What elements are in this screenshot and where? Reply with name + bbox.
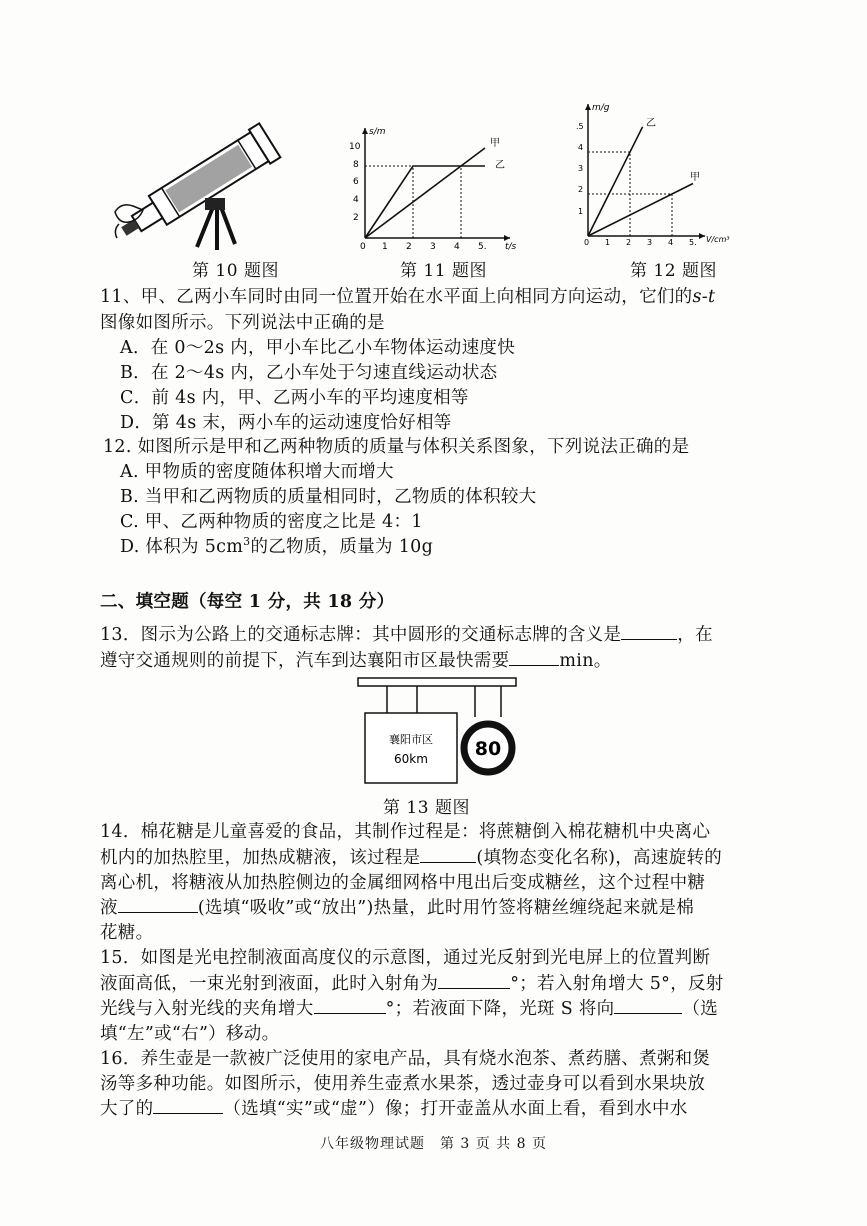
y-tick-4: 4 (578, 143, 584, 152)
y-tick-6: 6 (353, 177, 359, 187)
series-line-0 (588, 127, 643, 236)
q13-l1b: ，在 (677, 625, 713, 645)
q13-blank1[interactable] (621, 625, 677, 640)
q13-line2 (100, 647, 612, 672)
q14-blank2[interactable] (118, 898, 198, 913)
q15-l3b: °；若液面下降，光斑 S 将向 (385, 999, 615, 1019)
y-axis-arrow (362, 128, 368, 134)
q12-option-d (120, 533, 433, 558)
q11-option-d: D．第 4s 末，两小车的运动速度恰好相等 (120, 413, 452, 433)
telescope-drawing (105, 112, 305, 252)
q16-line3 (100, 1095, 688, 1120)
sign-beam (358, 678, 516, 686)
q11-stem1: 11、甲、乙两小车同时由同一位置开始在水平面上向相同方向运动，它们的 (100, 287, 693, 307)
q15-l3a: 光线与入射光线的夹角增大 (100, 999, 314, 1019)
x-tick-5: 5. (689, 238, 697, 247)
x-tick-4: 4 (454, 242, 460, 250)
mv-graph (570, 98, 740, 248)
q15-l3c: （选 (682, 999, 719, 1019)
q13-line1 (100, 621, 713, 646)
page-footer: 八年级物理试题 第 3 页 共 8 页 (319, 1136, 548, 1152)
q13-l1a: 13．图示为公路上的交通标志牌：其中圆形的交通标志牌的含义是 (100, 625, 622, 645)
q11-stem-line1 (100, 283, 715, 308)
q14-line3: 离心机，将糖液从加热腔侧边的金属细网格中甩出后变成糖丝，这个过程中糖 (100, 873, 706, 893)
fig10-caption: 第 10 题图 (192, 261, 279, 281)
x-tick-2: 2 (626, 238, 632, 247)
x-axis-arrow (699, 233, 705, 239)
fig13-caption: 第 13 题图 (383, 798, 470, 818)
q15-line2 (100, 970, 724, 995)
x-axis-label: V/cm³ (706, 235, 730, 244)
q13-l2a: 遵守交通规则的前提下，汽车到达襄阳市区最快需要 (100, 651, 510, 671)
series-jia-label: 甲 (490, 138, 500, 149)
q12-option-a: A. 甲物质的密度随体积增大而增大 (120, 462, 394, 482)
q16-l3a: 大了的 (100, 1099, 154, 1119)
telescope-figure (105, 112, 305, 252)
q11-stem-line2: 图像如图所示。下列说法中正确的是 (100, 313, 385, 333)
q15-line4: 填“左”或“右”）移动。 (100, 1024, 280, 1044)
series-yi-label: 乙 (646, 118, 656, 129)
q16-line2: 汤等多种功能。如图所示，使用养生壶煮水果茶，透过壶身可以看到水果块放 (100, 1074, 706, 1094)
y-tick-3: 3 (578, 164, 584, 173)
series-yi-label: 乙 (495, 160, 505, 171)
q16-blank1[interactable] (153, 1099, 223, 1114)
y-tick-5: .5 (576, 122, 584, 131)
speed-limit-value: 80 (474, 738, 502, 760)
q12-option-b: B. 当甲和乙两物质的质量相同时，乙物质的体积较大 (120, 487, 537, 507)
q15-blank2[interactable] (314, 999, 386, 1014)
y-axis-arrow (585, 104, 591, 110)
fig11-caption: 第 11 题图 (400, 261, 487, 281)
series-line-1 (588, 184, 693, 237)
q11-stem1-var: s-t (692, 287, 716, 307)
traffic-sign-svg (355, 675, 520, 790)
q15-blank3[interactable] (614, 999, 682, 1014)
q15-l2b: °；若入射角增大 5°，反射 (510, 974, 724, 994)
q14-line4 (100, 894, 694, 919)
q14-l4b: (选填“吸收”或“放出”)热量，此时用竹签将糖丝缠绕起来就是棉 (197, 898, 695, 918)
q12-option-c: C. 甲、乙两种物质的密度之比是 4：1 (120, 512, 423, 532)
q14-line5: 花糖。 (100, 923, 154, 943)
q14-l4a: 液 (100, 898, 118, 918)
y-axis-label: s/m (369, 127, 386, 137)
q12-optd-sup: 3 (243, 535, 251, 549)
distance-sign-distance: 60km (394, 752, 428, 766)
y-axis-label: m/g (592, 103, 610, 113)
distance-sign-place: 襄阳市区 (389, 733, 433, 746)
q14-l2a: 机内的加热腔里，加热成糖液，该过程是 (100, 848, 421, 868)
mv-graph-svg (570, 98, 740, 248)
q16-line1: 16．养生壶是一款被广泛使用的家电产品，具有烧水泡茶、煮药膳、煮粥和煲 (100, 1049, 711, 1069)
q13-l2b: min。 (559, 651, 612, 671)
x-tick-0: 0 (584, 238, 590, 247)
x-tick-3: 3 (430, 242, 436, 250)
q15-l2a: 液面高低，一束光射到液面，此时入射角为 (100, 974, 439, 994)
q14-line2 (100, 844, 722, 869)
series-line-1 (365, 166, 485, 238)
x-tick-0: 0 (360, 242, 366, 250)
section2-title: 二、填空题（每空 1 分，共 18 分） (100, 592, 395, 612)
q11-option-a: A．在 0～2s 内，甲小车比乙小车物体运动速度快 (120, 338, 516, 358)
q15-line3 (100, 995, 718, 1020)
q15-line1: 15．如图是光电控制液面高度仪的示意图，通过光反射到光电屏上的位置判断 (100, 948, 711, 968)
x-tick-1: 1 (382, 242, 388, 250)
q14-line1: 14．棉花糖是儿童喜爱的食品，其制作过程是：将蔗糖倒入棉花糖机中央离心 (100, 822, 711, 842)
x-tick-2: 2 (406, 242, 412, 250)
x-tick-3: 3 (647, 238, 653, 247)
series-jia-label: 甲 (690, 172, 700, 183)
y-tick-10: 10 (349, 142, 361, 152)
q11-option-b: B．在 2～4s 内，乙小车处于匀速直线运动状态 (120, 363, 498, 383)
q12-optd-pre: D. 体积为 5cm (120, 537, 244, 557)
y-tick-1: 1 (578, 207, 584, 216)
q13-blank2[interactable] (509, 651, 559, 666)
traffic-sign-figure (355, 675, 520, 790)
x-axis-arrow (504, 235, 510, 241)
q15-blank1[interactable] (438, 974, 510, 989)
x-axis-label: t/s (505, 242, 517, 250)
x-tick-1: 1 (605, 238, 611, 247)
y-tick-2: 2 (353, 213, 359, 223)
q12-stem: 12. 如图所示是甲和乙两种物质的质量与体积关系图象，下列说法正确的是 (103, 437, 690, 457)
x-tick-5: 5. (478, 242, 487, 250)
q14-blank1[interactable] (420, 848, 476, 863)
st-graph-svg (345, 120, 520, 250)
distance-sign (365, 713, 457, 783)
x-tick-4: 4 (668, 238, 674, 247)
y-tick-2: 2 (578, 185, 584, 194)
q16-l3b: （选填“实”或“虚”）像；打开壶盖从水面上看，看到水中水 (223, 1099, 688, 1119)
fig12-caption: 第 12 题图 (630, 261, 717, 281)
y-tick-4: 4 (353, 195, 359, 205)
q11-option-c: C．前 4s 内，甲、乙两小车的平均速度相等 (120, 388, 469, 408)
series-line-0 (365, 148, 485, 238)
st-graph (345, 120, 520, 250)
q12-optd-post: 的乙物质，质量为 10g (250, 537, 434, 557)
y-tick-8: 8 (353, 160, 359, 170)
q14-l2b: (填物态变化名称)，高速旋转的 (476, 848, 723, 868)
